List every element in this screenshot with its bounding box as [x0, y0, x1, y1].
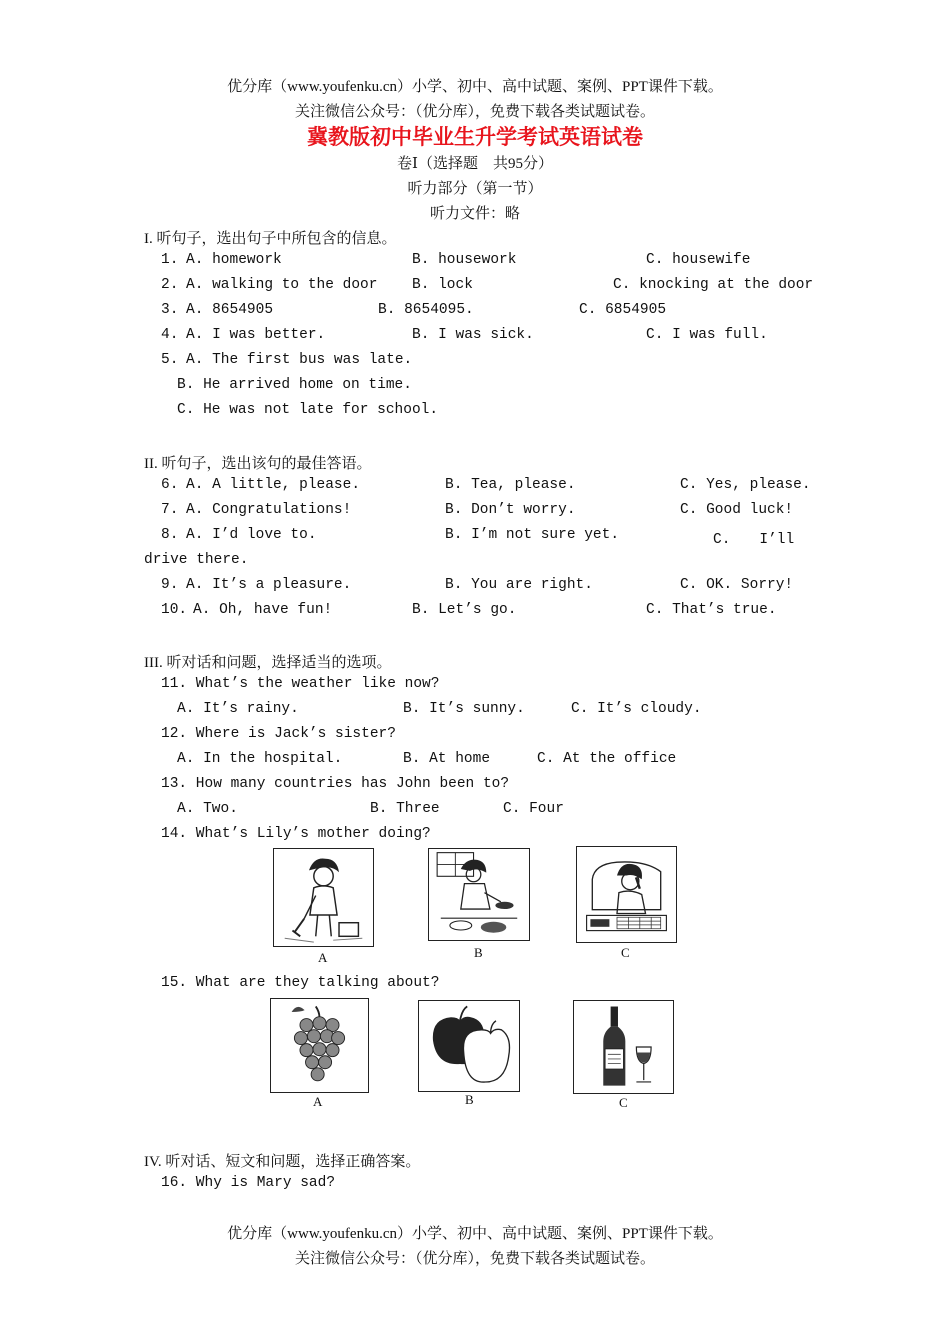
q6-option-b: B. Tea, please. — [445, 477, 576, 493]
q10-number: 10. — [161, 602, 188, 618]
q14-label-c: C — [621, 945, 630, 960]
q14-stem: 14. What’s Lily’s mother doing? — [161, 826, 431, 842]
q15-label-c: C — [619, 1095, 628, 1110]
q8-option-c-continued: drive there. — [144, 552, 249, 568]
q12-option-c: C. At the office — [537, 751, 677, 767]
q6-option-c: C. Yes, please. — [680, 477, 811, 493]
q15-stem: 15. What are they talking about? — [161, 975, 440, 991]
page-footer-line1: 优分库（www.youfenku.cn）小学、初中、高中试题、案例、PPT课件下载。 — [227, 1226, 723, 1242]
q12-option-a: A. In the hospital. — [177, 751, 343, 767]
q9-option-b: B. You are right. — [445, 577, 593, 593]
q12-stem: 12. Where is Jack’s sister? — [161, 726, 396, 742]
woman-on-phone-icon — [577, 847, 676, 942]
page-footer-line2: 关注微信公众号：（优分库），免费下载各类试题试卷。 — [294, 1251, 655, 1267]
listening-file-note: 听力文件：略 — [429, 206, 520, 222]
q3-number: 3. — [161, 302, 179, 318]
q10-option-a: A. Oh, have fun! — [193, 602, 333, 618]
q11-option-c: C. It’s cloudy. — [571, 701, 702, 717]
q14-label-a: A — [318, 950, 328, 965]
apples-icon — [419, 1001, 519, 1091]
q14-picture-b-cooking — [428, 848, 530, 941]
q2-option-b: B. lock — [412, 277, 473, 293]
page-header-line2: 关注微信公众号：（优分库），免费下载各类试题试卷。 — [294, 104, 655, 120]
q5-option-a: A. The first bus was late. — [186, 352, 413, 368]
exam-title: 冀教版初中毕业生升学考试英语试卷 — [307, 125, 643, 149]
q14-picture-a-sweeping — [273, 848, 374, 947]
q7-option-b: B. Don’t worry. — [445, 502, 576, 518]
q4-number: 4. — [161, 327, 179, 343]
q14-picture-c-phone — [576, 846, 677, 943]
grapes-icon — [271, 999, 368, 1092]
q2-option-c: C. knocking at the door — [613, 277, 814, 293]
q15-label-a: A — [313, 1094, 323, 1109]
q8-option-b: B. I’m not sure yet. — [445, 527, 620, 543]
section-2-heading: II. 听句子，选出该句的最佳答语。 — [144, 456, 372, 472]
q15-label-b: B — [465, 1092, 474, 1107]
q16-stem: 16. Why is Mary sad? — [161, 1175, 336, 1191]
q4-option-a: A. I was better. — [186, 327, 326, 343]
page-header-line1: 优分库（www.youfenku.cn）小学、初中、高中试题、案例、PPT课件下载。 — [227, 79, 723, 95]
q3-option-a: A. 8654905 — [186, 302, 274, 318]
q8-option-c: C. I’ll — [713, 532, 795, 548]
wine-bottle-and-glass-icon — [574, 1001, 673, 1093]
section-1-heading: I. 听句子，选出句子中所包含的信息。 — [144, 231, 397, 247]
q13-option-b: B. Three — [370, 801, 440, 817]
q8-option-a: A. I’d love to. — [186, 527, 317, 543]
q7-option-c: C. Good luck! — [680, 502, 794, 518]
q13-option-a: A. Two. — [177, 801, 238, 817]
q9-number: 9. — [161, 577, 179, 593]
q11-stem: 11. What’s the weather like now? — [161, 676, 440, 692]
section-4-heading: IV. 听对话、短文和问题，选择正确答案。 — [144, 1154, 421, 1170]
q13-option-c: C. Four — [503, 801, 564, 817]
q1-option-b: B. housework — [412, 252, 517, 268]
q15-picture-a-grapes — [270, 998, 369, 1093]
q4-option-b: B. I was sick. — [412, 327, 534, 343]
q6-option-a: A. A little, please. — [186, 477, 361, 493]
q5-option-c: C. He was not late for school. — [177, 402, 439, 418]
q8-number: 8. — [161, 527, 179, 543]
part-label: 听力部分（第一节） — [407, 181, 543, 197]
q7-number: 7. — [161, 502, 179, 518]
woman-sweeping-icon — [274, 849, 373, 946]
q2-option-a: A. walking to the door — [186, 277, 378, 293]
q11-option-b: B. It’s sunny. — [403, 701, 525, 717]
q11-option-a: A. It’s rainy. — [177, 701, 299, 717]
q13-stem: 13. How many countries has John been to? — [161, 776, 510, 792]
q15-picture-b-apples — [418, 1000, 520, 1092]
q9-option-a: A. It’s a pleasure. — [186, 577, 352, 593]
volume-label: 卷Ⅰ（选择题 共95分） — [397, 156, 553, 172]
q1-option-c: C. housewife — [646, 252, 751, 268]
q4-option-c: C. I was full. — [646, 327, 768, 343]
q5-option-b: B. He arrived home on time. — [177, 377, 412, 393]
q14-label-b: B — [474, 945, 483, 960]
q9-option-c: C. OK. Sorry! — [680, 577, 794, 593]
q12-option-b: B. At home — [403, 751, 491, 767]
q6-number: 6. — [161, 477, 179, 493]
section-3-heading: III. 听对话和问题，选择适当的选项。 — [144, 655, 392, 671]
q3-option-c: C. 6854905 — [579, 302, 667, 318]
q1-number: 1. — [161, 252, 179, 268]
q10-option-b: B. Let’s go. — [412, 602, 517, 618]
q7-option-a: A. Congratulations! — [186, 502, 352, 518]
woman-cooking-icon — [429, 849, 529, 940]
q15-picture-c-wine — [573, 1000, 674, 1094]
q5-number: 5. — [161, 352, 179, 368]
q3-option-b: B. 8654095. — [378, 302, 474, 318]
q2-number: 2. — [161, 277, 179, 293]
q1-option-a: A. homework — [186, 252, 282, 268]
q10-option-c: C. That’s true. — [646, 602, 777, 618]
